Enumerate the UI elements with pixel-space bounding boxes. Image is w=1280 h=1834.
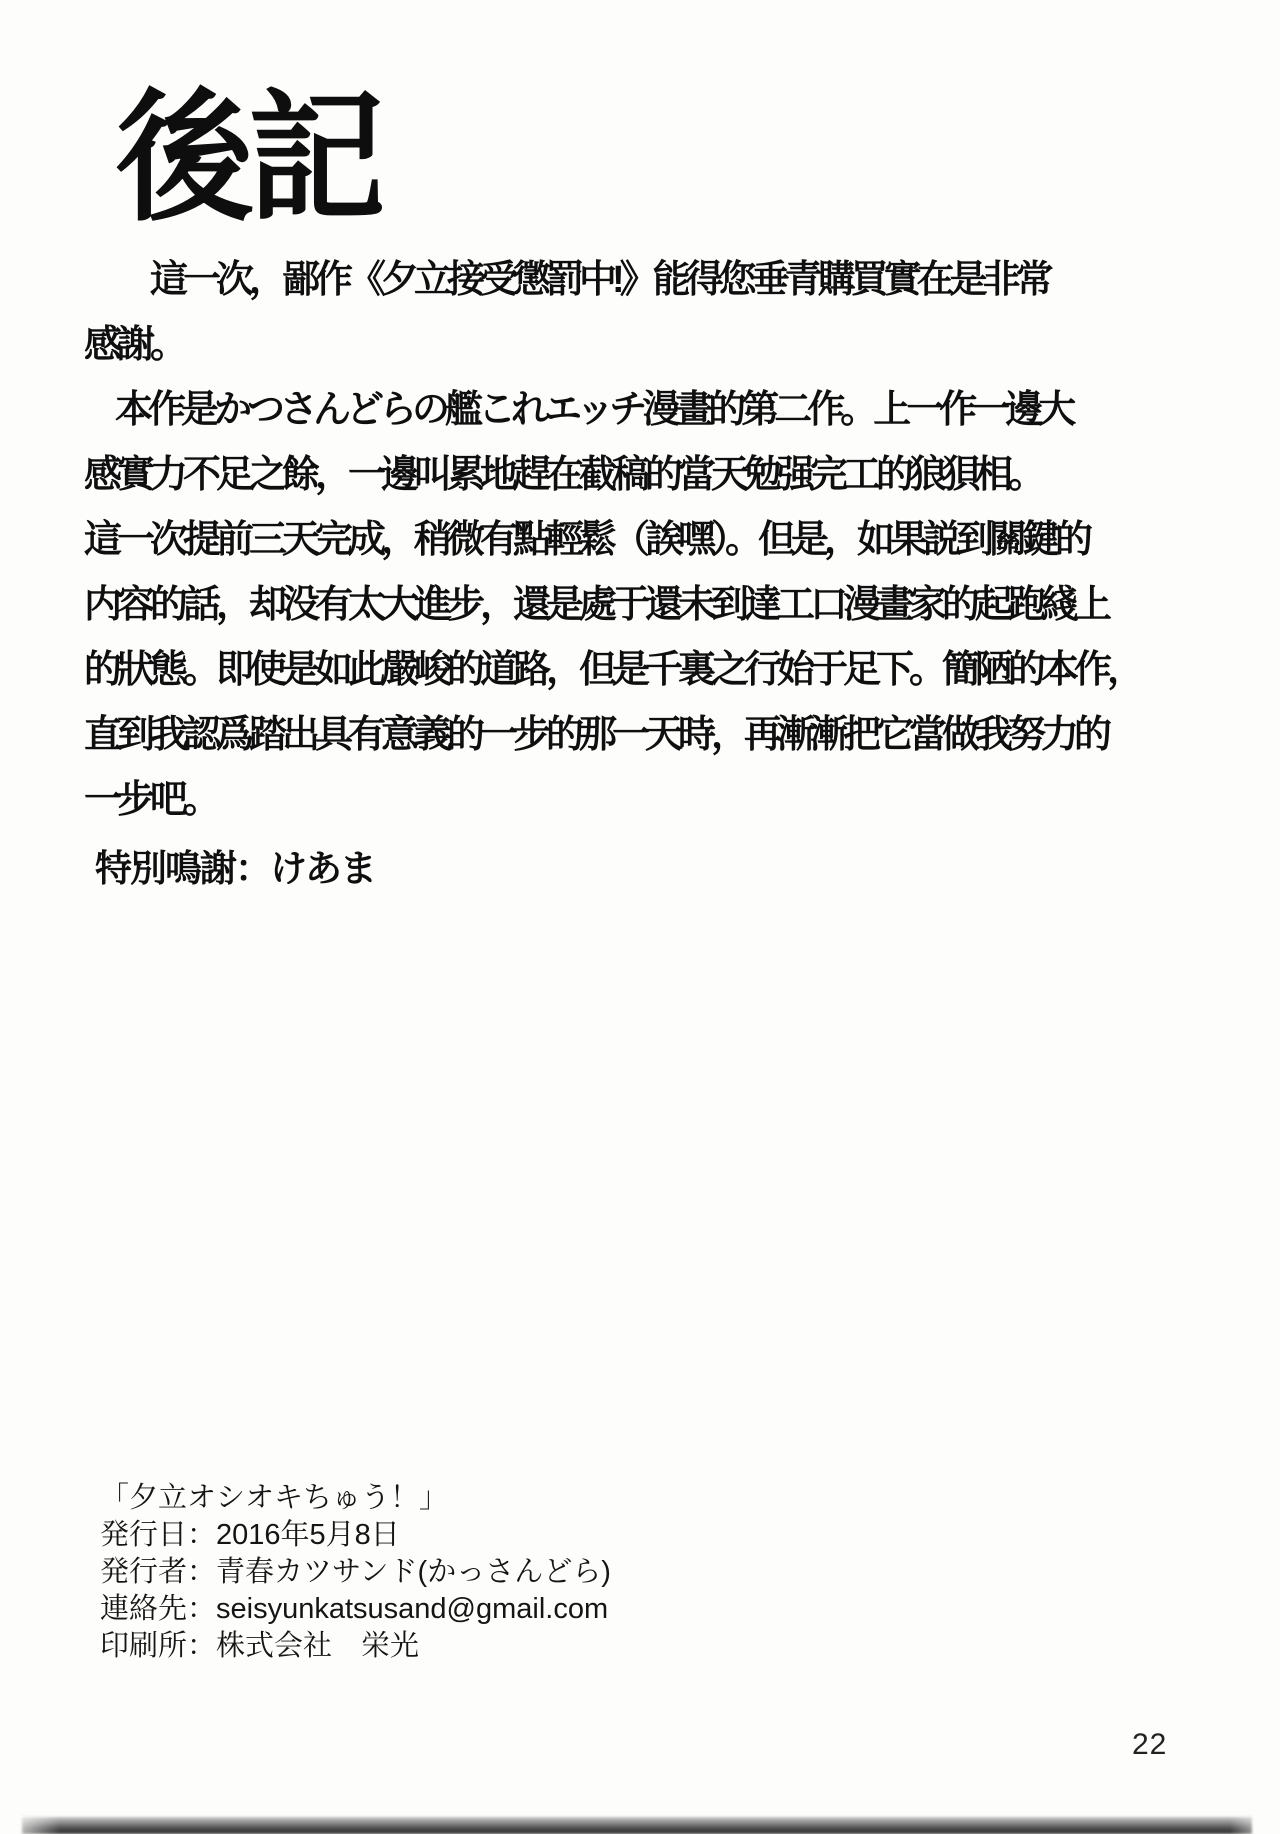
afterword-line: 感謝。 [84,324,184,366]
afterword-line: 的狀態。即使是如此嚴峻的道路，但是千裏之行始于足下。簡陋的本作， [84,649,1141,691]
colophon-line-contact: 連絡先：seisyunkatsusand@gmail.com [100,1593,609,1625]
colophon [100,1480,611,1665]
page-number: 22 [1132,1728,1168,1761]
afterword-line: 感實力不足之餘，一邊叫累地趕在截稿的當天勉强完工的狼狽相。 [84,454,1042,496]
special-thanks-line: 特別鳴謝：けあま [95,848,375,889]
colophon-line-book-title: 「夕立オシオキちゅう！」 [100,1482,449,1514]
afterword-line: 直到我認爲踏出具有意義的一步的那一天時，再漸漸把它當做我努力的 [84,714,1108,756]
afterword-line: 一步吧。 [84,779,217,821]
scan-artifact-fade-right [1230,1816,1280,1834]
afterword-paragraph [84,248,1141,833]
colophon-line-publish-date: 発行日：2016年5月8日 [100,1519,400,1551]
afterword-line: 内容的話，却没有太大進步，還是處于還未到達工口漫畫家的起跑綫上 [84,584,1108,626]
colophon-line-publisher: 発行者：青春カツサンド(かっさんどら) [100,1556,611,1588]
afterword-line: 本作是かつさんどらの艦これエッチ漫畫的第二作。上一作一邊大 [115,389,1072,431]
afterword-line: 這一次，鄙作《夕立接受懲罰中!》能得您垂青購買實在是非常 [150,259,1049,301]
scan-artifact-fade-left [0,1816,60,1834]
colophon-line-printer: 印刷所：株式会社 栄光 [100,1630,420,1662]
page-title: 後記 [116,79,380,238]
afterword-line: 這一次提前三天完成，稍微有點輕鬆（誒嘿）。但是，如果説到關鍵的 [84,519,1089,561]
scan-artifact-bar [22,1817,1252,1834]
